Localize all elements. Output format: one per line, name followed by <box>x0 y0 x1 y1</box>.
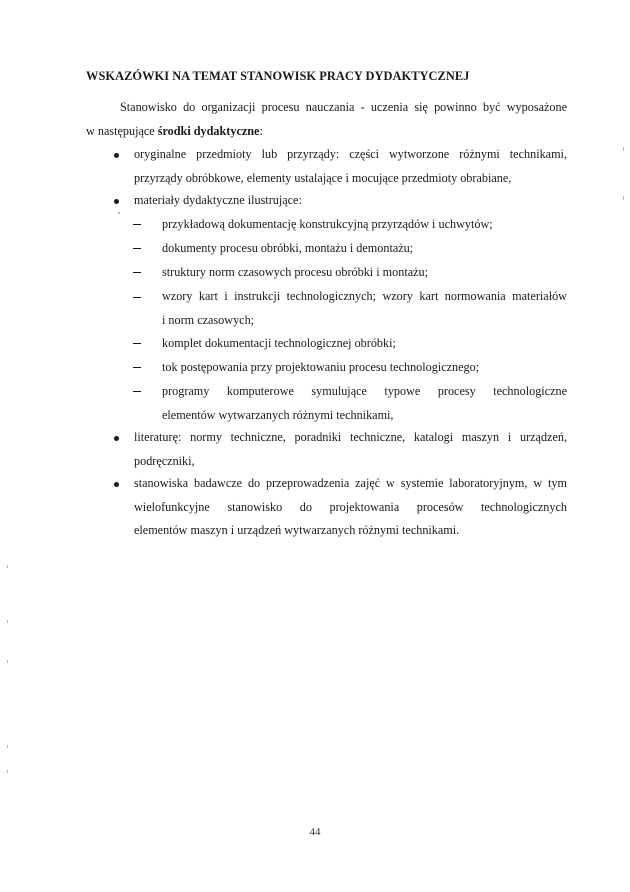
dash-icon <box>133 297 141 298</box>
scan-speck <box>7 745 8 748</box>
page-number: 44 <box>309 826 321 838</box>
subitem-7-line-2: elementów wytwarzanych różnymi technikami, <box>162 408 394 422</box>
intro-bold-term: środki dydaktyczne <box>157 124 260 138</box>
intro-line-1: Stanowisko do organizacji procesu nauczania - uczenia się powinno być wyposażone <box>120 100 567 114</box>
bullet-icon <box>114 436 119 441</box>
scan-speck <box>623 196 624 200</box>
bullet-1-line-2: przyrządy obróbkowe, elementy ustalające i mocujące przedmioty obrabiane, <box>134 171 512 185</box>
bullet-icon <box>114 199 119 204</box>
bullet-4-line-2: wielofunkcyjne stanowisko do projektowania procesów technologicznych <box>134 500 567 514</box>
subitem-3-line-1: struktury norm czasowych procesu obróbki i montażu; <box>162 265 429 279</box>
scan-speck <box>623 147 624 151</box>
dash-icon <box>133 272 141 273</box>
bullet-icon <box>114 153 119 158</box>
scan-speck <box>7 565 8 568</box>
subitem-6-line-1: tok postępowania przy projektowaniu procesu technologicznego; <box>162 360 480 374</box>
dash-icon <box>133 367 141 368</box>
section-heading: WSKAZÓWKI NA TEMAT STANOWISK PRACY DYDAKTYCZNEJ <box>86 69 470 83</box>
dash-icon <box>133 224 141 225</box>
bullet-1-line-1: oryginalne przedmioty lub przyrządy: części wytworzone różnymi technikami, <box>134 147 567 161</box>
dash-icon <box>133 391 141 392</box>
subitem-4-line-1: wzory kart i instrukcji technologicznych; wzory kart normowania materiałów <box>162 289 567 303</box>
bullet-4-line-1: stanowiska badawcze do przeprowadzenia zajęć w systemie laboratoryjnym, w tym <box>134 476 567 490</box>
subitem-7-line-1: programy komputerowe symulujące typowe procesy technologiczne <box>162 384 567 398</box>
scan-speck <box>7 620 8 623</box>
bullet-2-line-1: materiały dydaktyczne ilustrujące: <box>134 193 302 207</box>
intro-suffix: : <box>259 124 263 138</box>
dash-icon <box>133 343 141 344</box>
scan-speck <box>118 212 120 214</box>
subitem-1-line-1: przykładową dokumentację konstrukcyjną przyrządów i uchwytów; <box>162 217 493 231</box>
bullet-3-line-2: podręczniki, <box>134 454 195 468</box>
intro-line-2 <box>86 123 263 139</box>
scan-speck <box>7 770 8 773</box>
bullet-icon <box>114 482 119 487</box>
bullet-3-line-1: literaturę: normy techniczne, poradniki techniczne, katalogi maszyn i urządzeń, <box>134 430 567 444</box>
subitem-5-line-1: komplet dokumentacji technologicznej obróbki; <box>162 336 396 350</box>
bullet-4-line-3: elementów maszyn i urządzeń wytwarzanych różnymi technikami. <box>134 523 460 537</box>
subitem-4-line-2: i norm czasowych; <box>162 313 255 327</box>
subitem-2-line-1: dokumenty procesu obróbki, montażu i demontażu; <box>162 241 414 255</box>
dash-icon <box>133 248 141 249</box>
intro-prefix: w następujące <box>86 124 158 138</box>
scan-speck <box>7 660 8 663</box>
